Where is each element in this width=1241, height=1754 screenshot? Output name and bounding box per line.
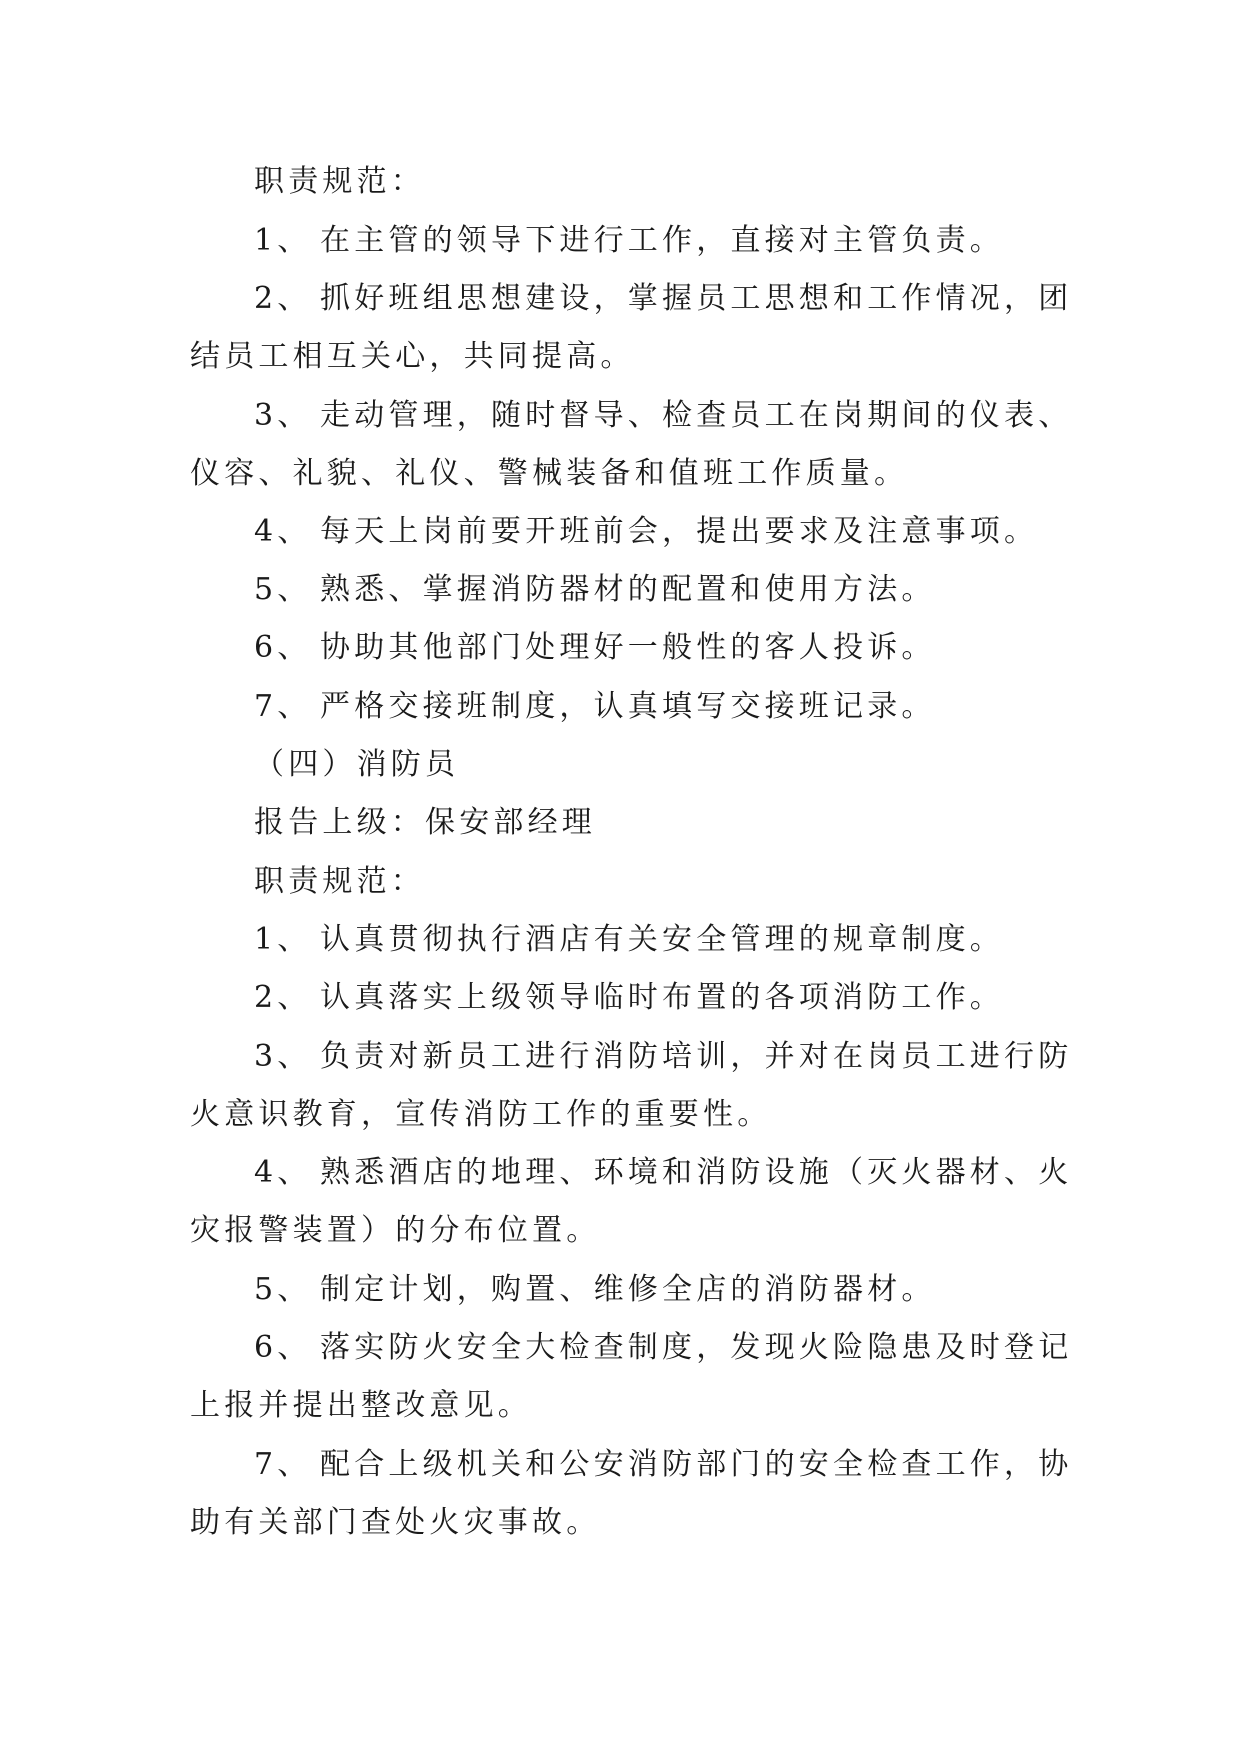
firefighter-item-3 — [254, 1037, 1072, 1077]
duty-item-3-continuation — [190, 454, 908, 494]
duty-item-5 — [254, 570, 936, 610]
item-text: 认真贯彻执行酒店有关安全管理的规章制度。 — [320, 922, 1004, 957]
item-number: 4、 — [254, 1155, 312, 1190]
item-text: 火意识教育，宣传消防工作的重要性。 — [190, 1097, 772, 1132]
firefighter-item-6-continuation — [190, 1386, 532, 1426]
firefighter-item-4 — [254, 1153, 1072, 1193]
section-heading-duties — [254, 862, 425, 902]
duty-item-7 — [254, 687, 936, 727]
item-number: 1、 — [254, 922, 312, 957]
item-text: 助有关部门查处火灾事故。 — [190, 1505, 601, 1540]
item-text: 每天上岗前要开班前会，提出要求及注意事项。 — [320, 514, 1039, 549]
item-text: 认真落实上级领导临时布置的各项消防工作。 — [320, 980, 1004, 1015]
firefighter-item-5 — [254, 1270, 936, 1310]
item-text: 严格交接班制度，认真填写交接班记录。 — [320, 689, 936, 724]
firefighter-item-3-continuation — [190, 1095, 771, 1135]
item-number: 1、 — [254, 223, 312, 258]
item-text: 制定计划，购置、维修全店的消防器材。 — [320, 1272, 936, 1307]
firefighter-item-1 — [254, 920, 1004, 960]
duty-item-1 — [254, 221, 1004, 261]
line-text: 职责规范： — [254, 164, 425, 199]
item-number: 5、 — [254, 572, 312, 607]
item-number: 4、 — [254, 514, 312, 549]
duty-item-6 — [254, 628, 936, 668]
item-number: 3、 — [254, 1039, 312, 1074]
section-title-firefighter — [254, 745, 459, 785]
item-number: 2、 — [254, 281, 312, 316]
item-text: 结员工相互关心，共同提高。 — [190, 339, 635, 374]
duty-item-4 — [254, 512, 1038, 552]
item-number: 2、 — [254, 980, 312, 1015]
reports-to — [254, 803, 596, 843]
duty-item-2 — [254, 279, 1072, 319]
item-number: 7、 — [254, 1447, 312, 1482]
firefighter-item-7-continuation — [190, 1503, 600, 1543]
item-text: 在主管的领导下进行工作，直接对主管负责。 — [320, 223, 1004, 258]
item-number: 6、 — [254, 630, 312, 665]
line-text: 职责规范： — [254, 864, 425, 899]
item-text: 灾报警装置）的分布位置。 — [190, 1213, 601, 1248]
item-number: 6、 — [254, 1330, 312, 1365]
item-text: 抓好班组思想建设，掌握员工思想和工作情况，团 — [320, 281, 1073, 316]
item-text: 仪容、礼貌、礼仪、警械装备和值班工作质量。 — [190, 456, 909, 491]
item-text: 走动管理，随时督导、检查员工在岗期间的仪表、 — [320, 398, 1073, 433]
line-text: 报告上级：保安部经理 — [254, 805, 596, 840]
item-text: 熟悉、掌握消防器材的配置和使用方法。 — [320, 572, 936, 607]
duty-item-2-continuation — [190, 337, 635, 377]
item-text: 落实防火安全大检查制度，发现火险隐患及时登记 — [320, 1330, 1073, 1365]
section-heading-duties — [254, 162, 425, 202]
item-text: 熟悉酒店的地理、环境和消防设施（灭火器材、火 — [320, 1155, 1073, 1190]
line-text: （四）消防员 — [254, 747, 460, 782]
item-number: 3、 — [254, 398, 312, 433]
firefighter-item-7 — [254, 1445, 1072, 1485]
firefighter-item-2 — [254, 978, 1004, 1018]
item-text: 上报并提出整改意见。 — [190, 1388, 532, 1423]
item-text: 协助其他部门处理好一般性的客人投诉。 — [320, 630, 936, 665]
item-number: 7、 — [254, 689, 312, 724]
item-text: 配合上级机关和公安消防部门的安全检查工作，协 — [320, 1447, 1073, 1482]
firefighter-item-4-continuation — [190, 1211, 600, 1251]
duty-item-3 — [254, 396, 1072, 436]
item-text: 负责对新员工进行消防培训，并对在岗员工进行防 — [320, 1039, 1073, 1074]
item-number: 5、 — [254, 1272, 312, 1307]
firefighter-item-6 — [254, 1328, 1072, 1368]
